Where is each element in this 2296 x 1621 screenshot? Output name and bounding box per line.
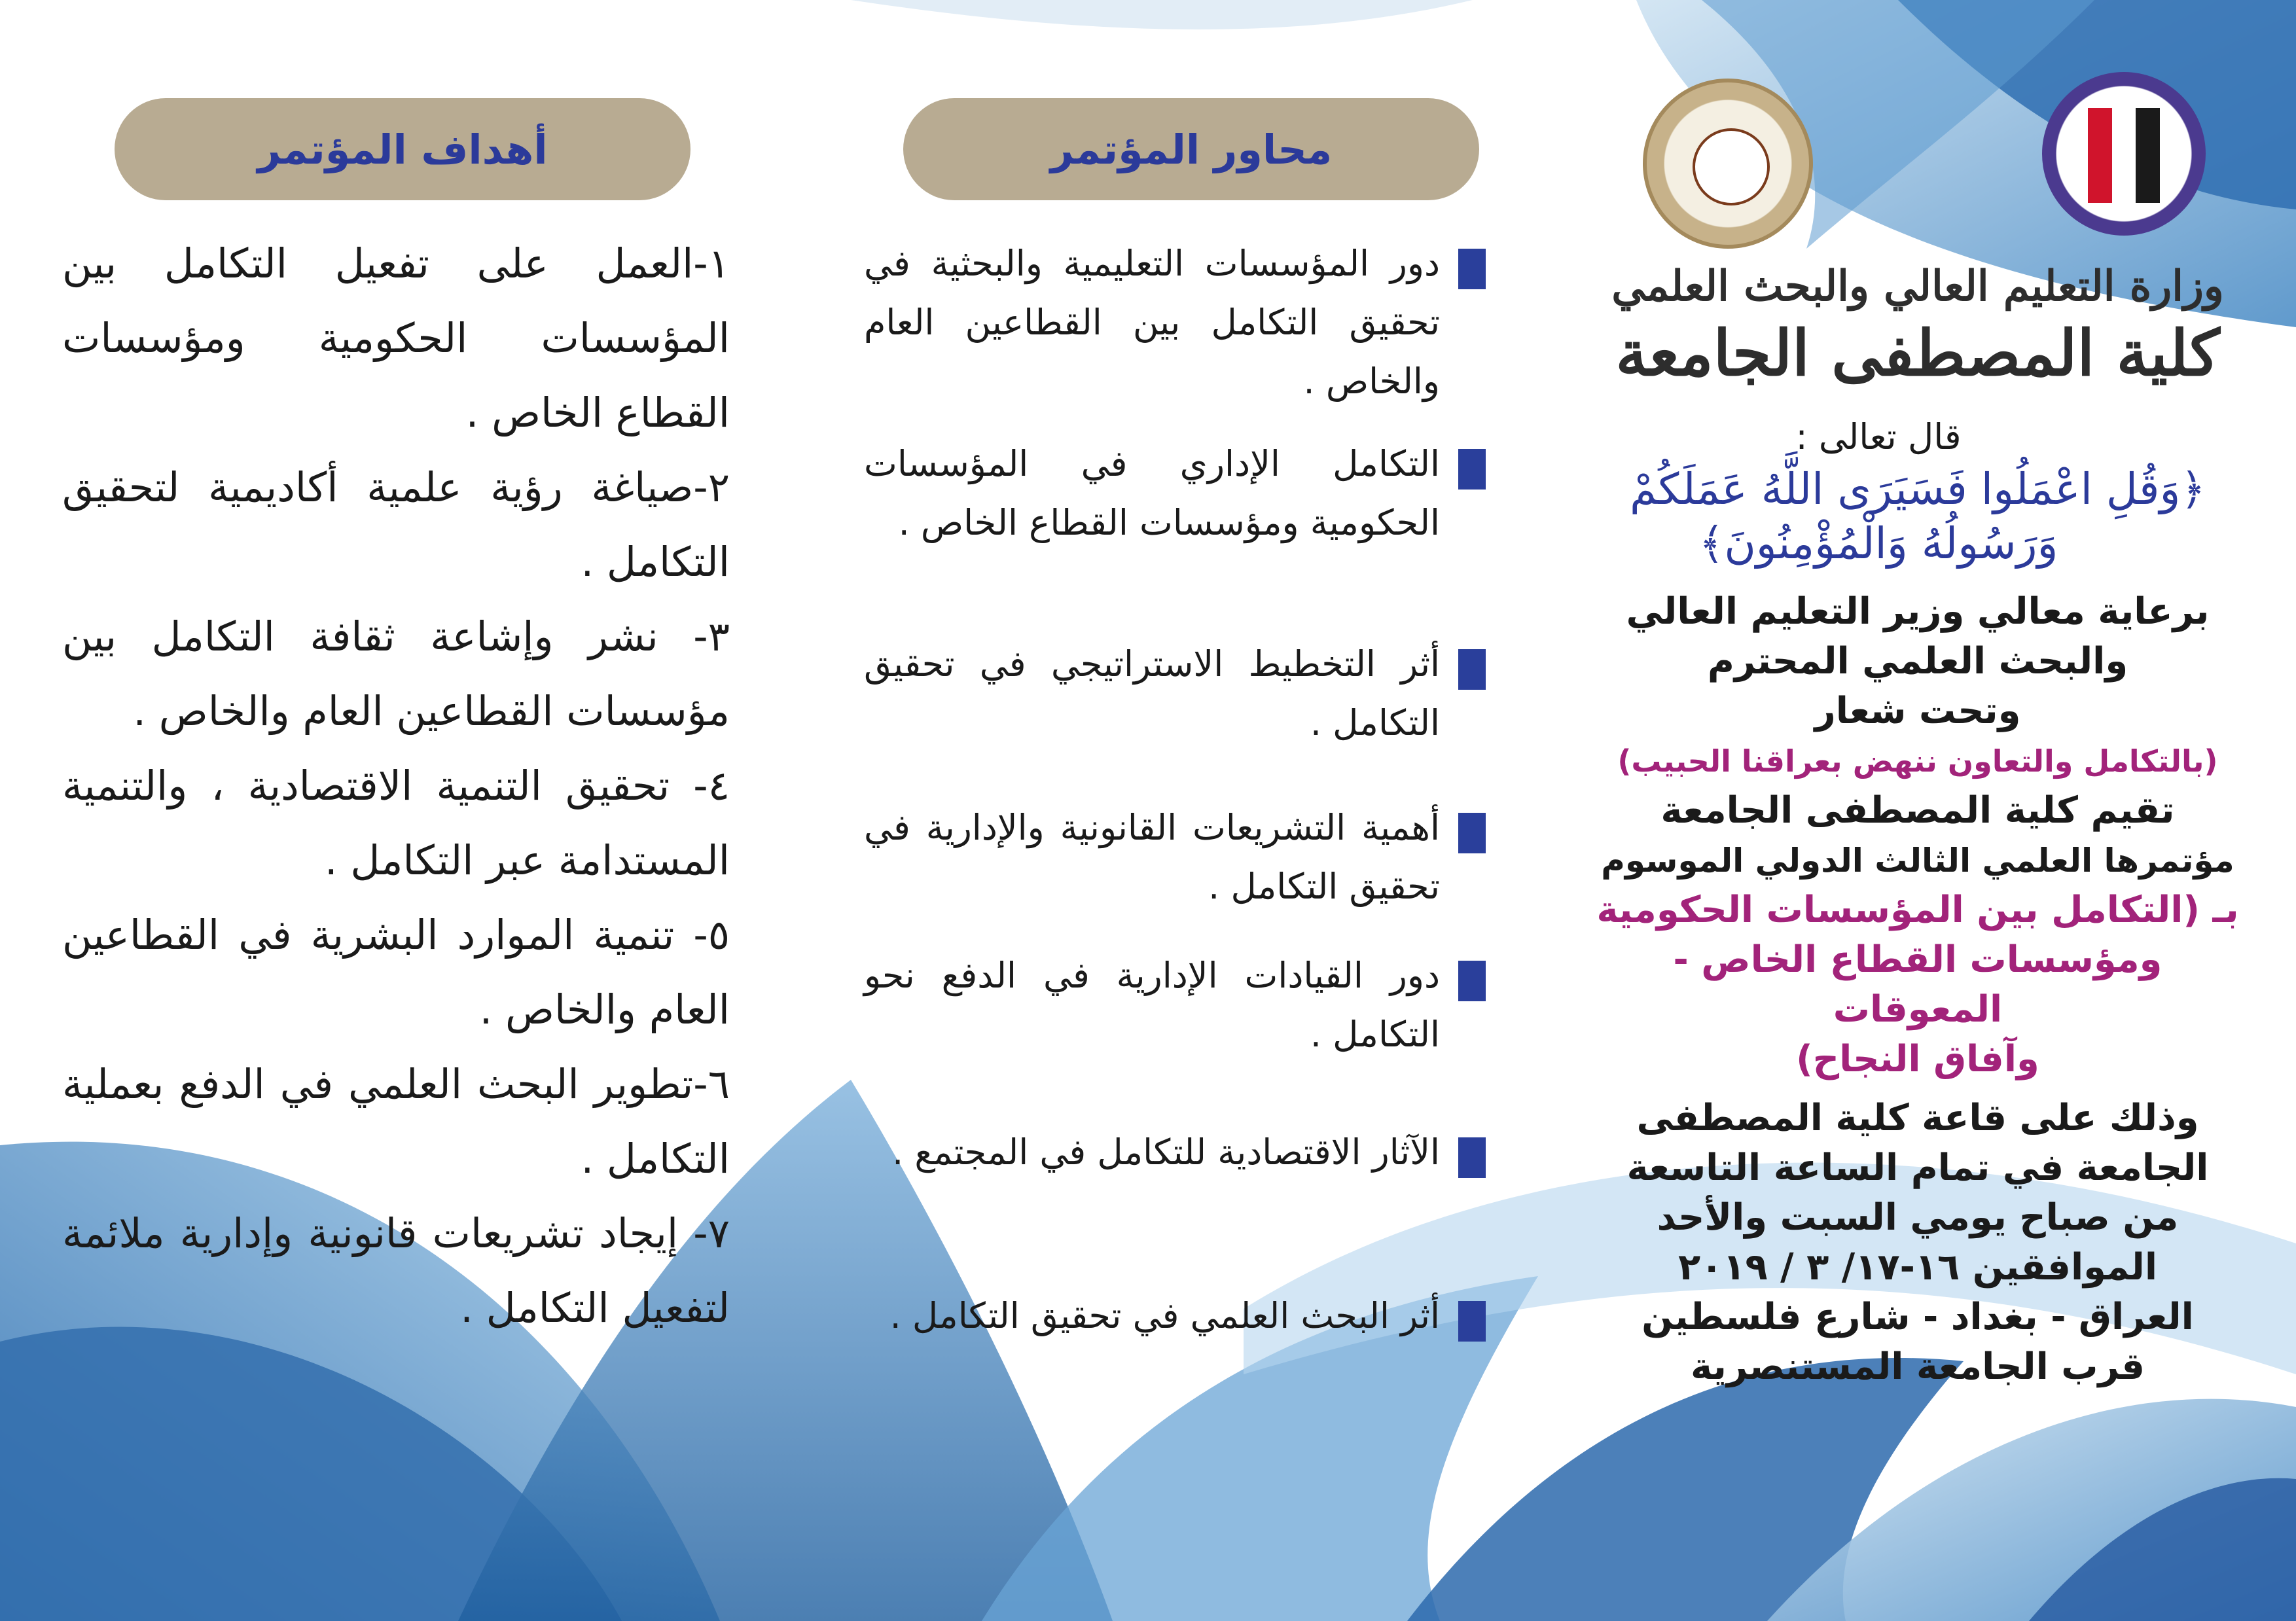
ministry-emblem-icon xyxy=(1693,128,1770,205)
square-bullet-icon xyxy=(1458,961,1486,1001)
conference-title-1: بـ (التكامل بين المؤسسات الحكومية xyxy=(1596,889,2239,931)
axis-text: دور القيادات الإدارية في الدفع نحو التكامل . xyxy=(864,955,1440,1055)
venue-line-2: الجامعة في تمام الساعة التاسعة xyxy=(1626,1147,2209,1189)
axis-text: دور المؤسسات التعليمية والبحثية في تحقيق التكامل بين القطاعين العام والخاص . xyxy=(864,243,1440,402)
venue-line-1: وذلك على قاعة كلية المصطفى xyxy=(1636,1097,2199,1139)
address-line-1: العراق - بغداد - شارع فلسطين xyxy=(1641,1296,2194,1338)
square-bullet-icon xyxy=(1458,449,1486,490)
axis-item xyxy=(825,1123,1486,1287)
axis-item xyxy=(825,234,1486,435)
ministry-name: وزارة التعليم العالي والبحث العلمي xyxy=(1611,262,2224,311)
axis-item xyxy=(825,635,1486,798)
axes-heading: محاور المؤتمر xyxy=(903,98,1479,200)
square-bullet-icon xyxy=(1458,649,1486,690)
square-bullet-icon xyxy=(1458,1301,1486,1342)
patron-line-1: برعاية معالي وزير التعليم العالي xyxy=(1626,590,2210,633)
venue-line-3: من صباح يومي السبت والأحد xyxy=(1657,1196,2179,1239)
verse-intro: قال تعالى : xyxy=(1795,416,1962,457)
axis-text: أثر التخطيط الاستراتيجي في تحقيق التكامل . xyxy=(864,643,1440,743)
objective-item: ١-العمل على تفعيل التكامل بين المؤسسات الحكومية ومؤسسات القطاع الخاص . xyxy=(62,240,730,436)
square-bullet-icon xyxy=(1458,249,1486,289)
objective-item: ٥- تنمية الموارد البشرية في القطاعين العام والخاص . xyxy=(62,911,730,1033)
axis-item xyxy=(825,798,1486,946)
axes-panel xyxy=(825,98,1486,1359)
college-logo xyxy=(2042,72,2206,236)
objective-item: ٤- تحقيق التنمية الاقتصادية ، والتنمية المستدامة عبر التكامل . xyxy=(62,762,730,884)
ministry-seal xyxy=(1643,79,1813,249)
axis-item xyxy=(825,946,1486,1123)
axis-text: الآثار الاقتصادية للتكامل في المجتمع . xyxy=(892,1131,1440,1173)
verse-line-1: ﴿وَقُلِ اعْمَلُوا فَسَيَرَى اللَّهُ عَمَلَكُمْ xyxy=(1629,464,2206,514)
objectives-heading: أهداف المؤتمر xyxy=(115,98,691,200)
objectives-panel xyxy=(62,98,730,1356)
conference-line: مؤتمرها العلمي الثالث الدولي الموسوم xyxy=(1601,842,2234,880)
axis-item xyxy=(825,435,1486,635)
objective-item: ٢-صياغة رؤية علمية أكاديمية لتحقيق التكامل . xyxy=(62,463,730,586)
host-line: تقيم كلية المصطفى الجامعة xyxy=(1660,789,2175,832)
square-bullet-icon xyxy=(1458,1137,1486,1178)
invitation-panel xyxy=(1584,46,2251,1392)
college-name: كلية المصطفى الجامعة xyxy=(1615,316,2220,390)
square-bullet-icon xyxy=(1458,813,1486,853)
patron-line-2: والبحث العلمي المحترم xyxy=(1707,640,2128,683)
logos-row xyxy=(1584,46,2251,242)
verse-line-2: وَرَسُولُهُ وَالْمُؤْمِنُونَ﴾ xyxy=(1698,518,2058,569)
axis-text: أثر البحث العلمي في تحقيق التكامل . xyxy=(889,1295,1440,1336)
address-line-2: قرب الجامعة المستنصرية xyxy=(1690,1345,2145,1388)
conference-title-3: وآفاق النجاح) xyxy=(1796,1038,2039,1080)
objective-item: ٧- إيجاد تشريعات قانونية وإدارية ملائمة لتفعيل التكامل . xyxy=(62,1209,730,1332)
axes-list xyxy=(825,234,1486,1359)
axis-item xyxy=(825,1287,1486,1359)
objective-item: ٣- نشر وإشاعة ثقافة التكامل بين مؤسسات القطاعين العام والخاص . xyxy=(62,613,730,735)
slogan: (بالتكامل والتعاون ننهض بعراقنا الحبيب) xyxy=(1617,743,2218,779)
conference-title-2: ومؤسسات القطاع الخاص - المعوقات xyxy=(1673,938,2162,1031)
axis-text: أهمية التشريعات القانونية والإدارية في تحقيق التكامل . xyxy=(864,807,1440,907)
objectives-list xyxy=(62,226,730,1345)
patron-line-3: وتحت شعار xyxy=(1814,690,2021,732)
axis-text: التكامل الإداري في المؤسسات الحكومية ومؤسسات القطاع الخاص . xyxy=(864,443,1440,543)
event-date: الموافقين ١٦-١٧/ ٣ / ٢٠١٩ xyxy=(1677,1246,2158,1289)
iraq-flag-icon xyxy=(2088,108,2160,203)
objective-item: ٦-تطوير البحث العلمي في الدفع بعملية التكامل . xyxy=(62,1060,730,1183)
